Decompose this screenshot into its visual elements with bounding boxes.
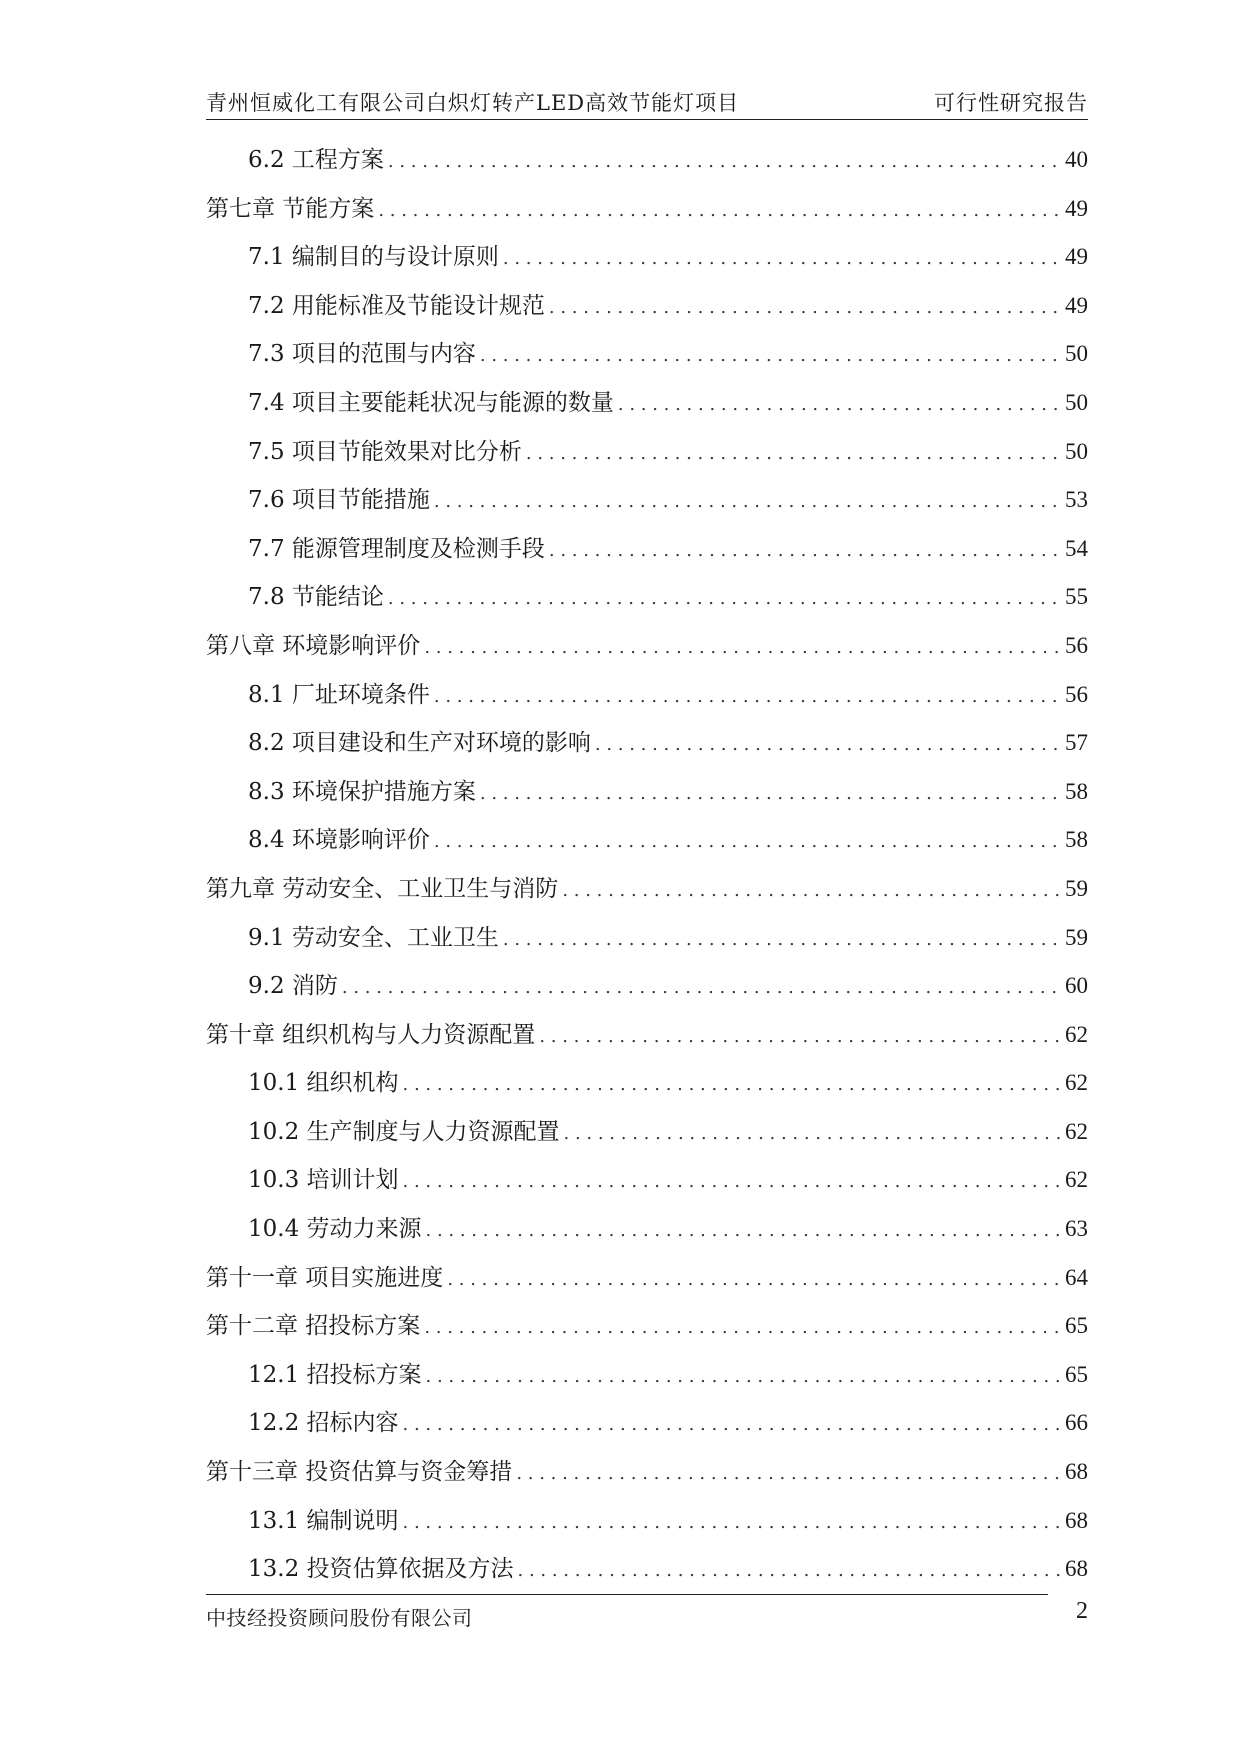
toc-entry-title: 12.2 招标内容 (248, 1410, 399, 1437)
toc-entry-title: 10.4 劳动力来源 (248, 1216, 422, 1243)
toc-section-entry[interactable] (206, 676, 1088, 725)
toc-entry-page: 64 (1065, 1264, 1088, 1290)
toc-entry-page: 65 (1065, 1361, 1088, 1387)
toc-entry-page: 54 (1065, 535, 1088, 561)
toc-entry-title: 13.2 投资估算依据及方法 (248, 1556, 514, 1583)
toc-entry-page: 68 (1065, 1507, 1088, 1533)
toc-entry-page: 55 (1065, 584, 1088, 610)
toc-dot-leader (549, 540, 1061, 561)
toc-entry-title: 7.2 用能标准及节能设计规范 (248, 292, 545, 319)
toc-entry-page: 62 (1065, 1070, 1088, 1096)
toc-entry-page: 49 (1065, 244, 1088, 270)
page-header (206, 84, 1088, 120)
toc-section-entry[interactable] (206, 967, 1088, 1016)
toc-dot-leader (434, 491, 1061, 512)
toc-entry-title: 第十三章 投资估算与资金筹措 (206, 1459, 513, 1486)
header-document-title: 青州恒威化工有限公司白炽灯转产LED高效节能灯项目 (206, 91, 740, 115)
toc-dot-leader (595, 734, 1061, 755)
toc-entry-title: 7.3 项目的范围与内容 (248, 341, 476, 368)
toc-entry-title: 6.2 工程方案 (248, 147, 384, 173)
toc-section-entry[interactable] (206, 384, 1088, 433)
toc-entry-title: 8.4 环境影响评价 (248, 827, 430, 854)
footer-divider (206, 1594, 1048, 1595)
toc-section-entry[interactable] (206, 1404, 1088, 1453)
toc-section-entry[interactable] (206, 1210, 1088, 1259)
toc-section-entry[interactable] (206, 1064, 1088, 1113)
toc-entry-page: 56 (1065, 681, 1088, 707)
toc-section-entry[interactable] (206, 335, 1088, 384)
toc-section-entry[interactable] (206, 773, 1088, 822)
toc-entry-page: 66 (1065, 1410, 1088, 1436)
toc-entry-title: 第十二章 招投标方案 (206, 1313, 421, 1340)
toc-entry-page: 68 (1065, 1459, 1088, 1485)
toc-entry-title: 8.3 环境保护措施方案 (248, 778, 476, 805)
toc-chapter-entry[interactable] (206, 627, 1088, 676)
toc-entry-title: 7.6 项目节能措施 (248, 487, 430, 514)
toc-entry-page: 53 (1065, 487, 1088, 513)
toc-entry-page: 63 (1065, 1216, 1088, 1242)
footer-company: 中技经投资顾问股份有限公司 (206, 1606, 473, 1630)
toc-dot-leader (516, 1463, 1061, 1484)
toc-entry-page: 50 (1065, 438, 1088, 464)
toc-entry-title: 第九章 劳动安全、工业卫生与消防 (206, 875, 559, 902)
toc-entry-title: 10.1 组织机构 (248, 1070, 399, 1097)
toc-entry-title: 13.1 编制说明 (248, 1507, 399, 1534)
toc-entry-page: 62 (1065, 1167, 1088, 1193)
toc-dot-leader (434, 686, 1061, 707)
toc-section-entry[interactable] (206, 481, 1088, 530)
toc-entry-title: 12.1 招投标方案 (248, 1361, 422, 1388)
toc-dot-leader (549, 297, 1061, 318)
toc-dot-leader (388, 151, 1061, 172)
header-report-type: 可行性研究报告 (934, 91, 1088, 115)
toc-section-entry[interactable] (206, 1550, 1088, 1599)
toc-dot-leader (539, 1026, 1061, 1047)
toc-dot-leader (403, 1171, 1061, 1192)
toc-section-entry[interactable] (206, 1113, 1088, 1162)
toc-entry-page: 65 (1065, 1313, 1088, 1339)
toc-entry-title: 第十章 组织机构与人力资源配置 (206, 1021, 536, 1048)
toc-entry-page: 49 (1065, 195, 1088, 221)
toc-dot-leader (403, 1414, 1061, 1435)
toc-entry-page: 62 (1065, 1021, 1088, 1047)
toc-dot-leader (480, 783, 1061, 804)
toc-entry-title: 7.8 节能结论 (248, 584, 384, 611)
toc-entry-page: 57 (1065, 730, 1088, 756)
toc-entry-page: 60 (1065, 973, 1088, 999)
toc-dot-leader (564, 1123, 1061, 1144)
toc-dot-leader (403, 1074, 1061, 1095)
toc-entry-page: 68 (1065, 1556, 1088, 1582)
toc-dot-leader (618, 394, 1061, 415)
toc-entry-title: 9.1 劳动安全、工业卫生 (248, 924, 499, 951)
toc-entry-page: 58 (1065, 827, 1088, 853)
toc-section-entry[interactable] (206, 1161, 1088, 1210)
toc-entry-title: 第十一章 项目实施进度 (206, 1264, 444, 1291)
toc-chapter-entry[interactable] (206, 1259, 1088, 1308)
toc-section-entry[interactable] (206, 919, 1088, 968)
toc-entry-page: 59 (1065, 924, 1088, 950)
toc-entry-title: 8.2 项目建设和生产对环境的影响 (248, 730, 591, 757)
toc-entry-title: 10.2 生产制度与人力资源配置 (248, 1118, 560, 1145)
toc-section-entry[interactable] (206, 1356, 1088, 1405)
toc-section-entry[interactable] (206, 433, 1088, 482)
toc-entry-title: 10.3 培训计划 (248, 1167, 399, 1194)
page-footer (206, 1598, 1088, 1631)
toc-dot-leader (378, 200, 1061, 221)
toc-section-entry[interactable] (206, 530, 1088, 579)
toc-entry-title: 第八章 环境影响评价 (206, 632, 421, 659)
toc-entry-title: 8.1 厂址环境条件 (248, 681, 430, 708)
toc-dot-leader (342, 977, 1061, 998)
toc-dot-leader (403, 1512, 1061, 1533)
toc-entry-title: 第七章 节能方案 (206, 195, 375, 222)
toc-entry-page: 56 (1065, 632, 1088, 658)
toc-entry-title: 7.4 项目主要能耗状况与能源的数量 (248, 389, 614, 416)
toc-dot-leader (503, 929, 1061, 950)
toc-dot-leader (388, 588, 1061, 609)
toc-section-entry[interactable] (206, 821, 1088, 870)
toc-dot-leader (434, 831, 1061, 852)
toc-chapter-entry[interactable] (206, 1016, 1088, 1065)
toc-section-entry[interactable] (206, 141, 1088, 190)
toc-chapter-entry[interactable] (206, 1453, 1088, 1502)
toc-section-entry[interactable] (206, 1502, 1088, 1551)
toc-section-entry[interactable] (206, 287, 1088, 336)
toc-entry-page: 50 (1065, 389, 1088, 415)
toc-entry-page: 50 (1065, 341, 1088, 367)
toc-section-entry[interactable] (206, 724, 1088, 773)
toc-chapter-entry[interactable] (206, 870, 1088, 919)
toc-dot-leader (562, 880, 1061, 901)
toc-entry-title: 7.1 编制目的与设计原则 (248, 244, 499, 271)
toc-dot-leader (518, 1560, 1061, 1581)
toc-section-entry[interactable] (206, 578, 1088, 627)
toc-entry-page: 40 (1065, 147, 1088, 172)
toc-chapter-entry[interactable] (206, 190, 1088, 239)
toc-dot-leader (426, 1220, 1061, 1241)
toc-dot-leader (447, 1269, 1061, 1290)
toc-section-entry[interactable] (206, 238, 1088, 287)
toc-entry-page: 49 (1065, 292, 1088, 318)
toc-entry-page: 59 (1065, 875, 1088, 901)
toc-dot-leader (424, 1317, 1061, 1338)
toc-dot-leader (526, 443, 1061, 464)
toc-chapter-entry[interactable] (206, 1307, 1088, 1356)
toc-dot-leader (424, 637, 1061, 658)
table-of-contents (206, 141, 1088, 1599)
toc-entry-title: 7.5 项目节能效果对比分析 (248, 438, 522, 465)
toc-dot-leader (503, 248, 1061, 269)
footer-page-number: 2 (1076, 1598, 1088, 1624)
toc-dot-leader (480, 345, 1061, 366)
toc-entry-page: 58 (1065, 778, 1088, 804)
toc-dot-leader (426, 1366, 1061, 1387)
toc-entry-page: 62 (1065, 1118, 1088, 1144)
toc-entry-title: 9.2 消防 (248, 973, 338, 1000)
toc-entry-title: 7.7 能源管理制度及检测手段 (248, 535, 545, 562)
